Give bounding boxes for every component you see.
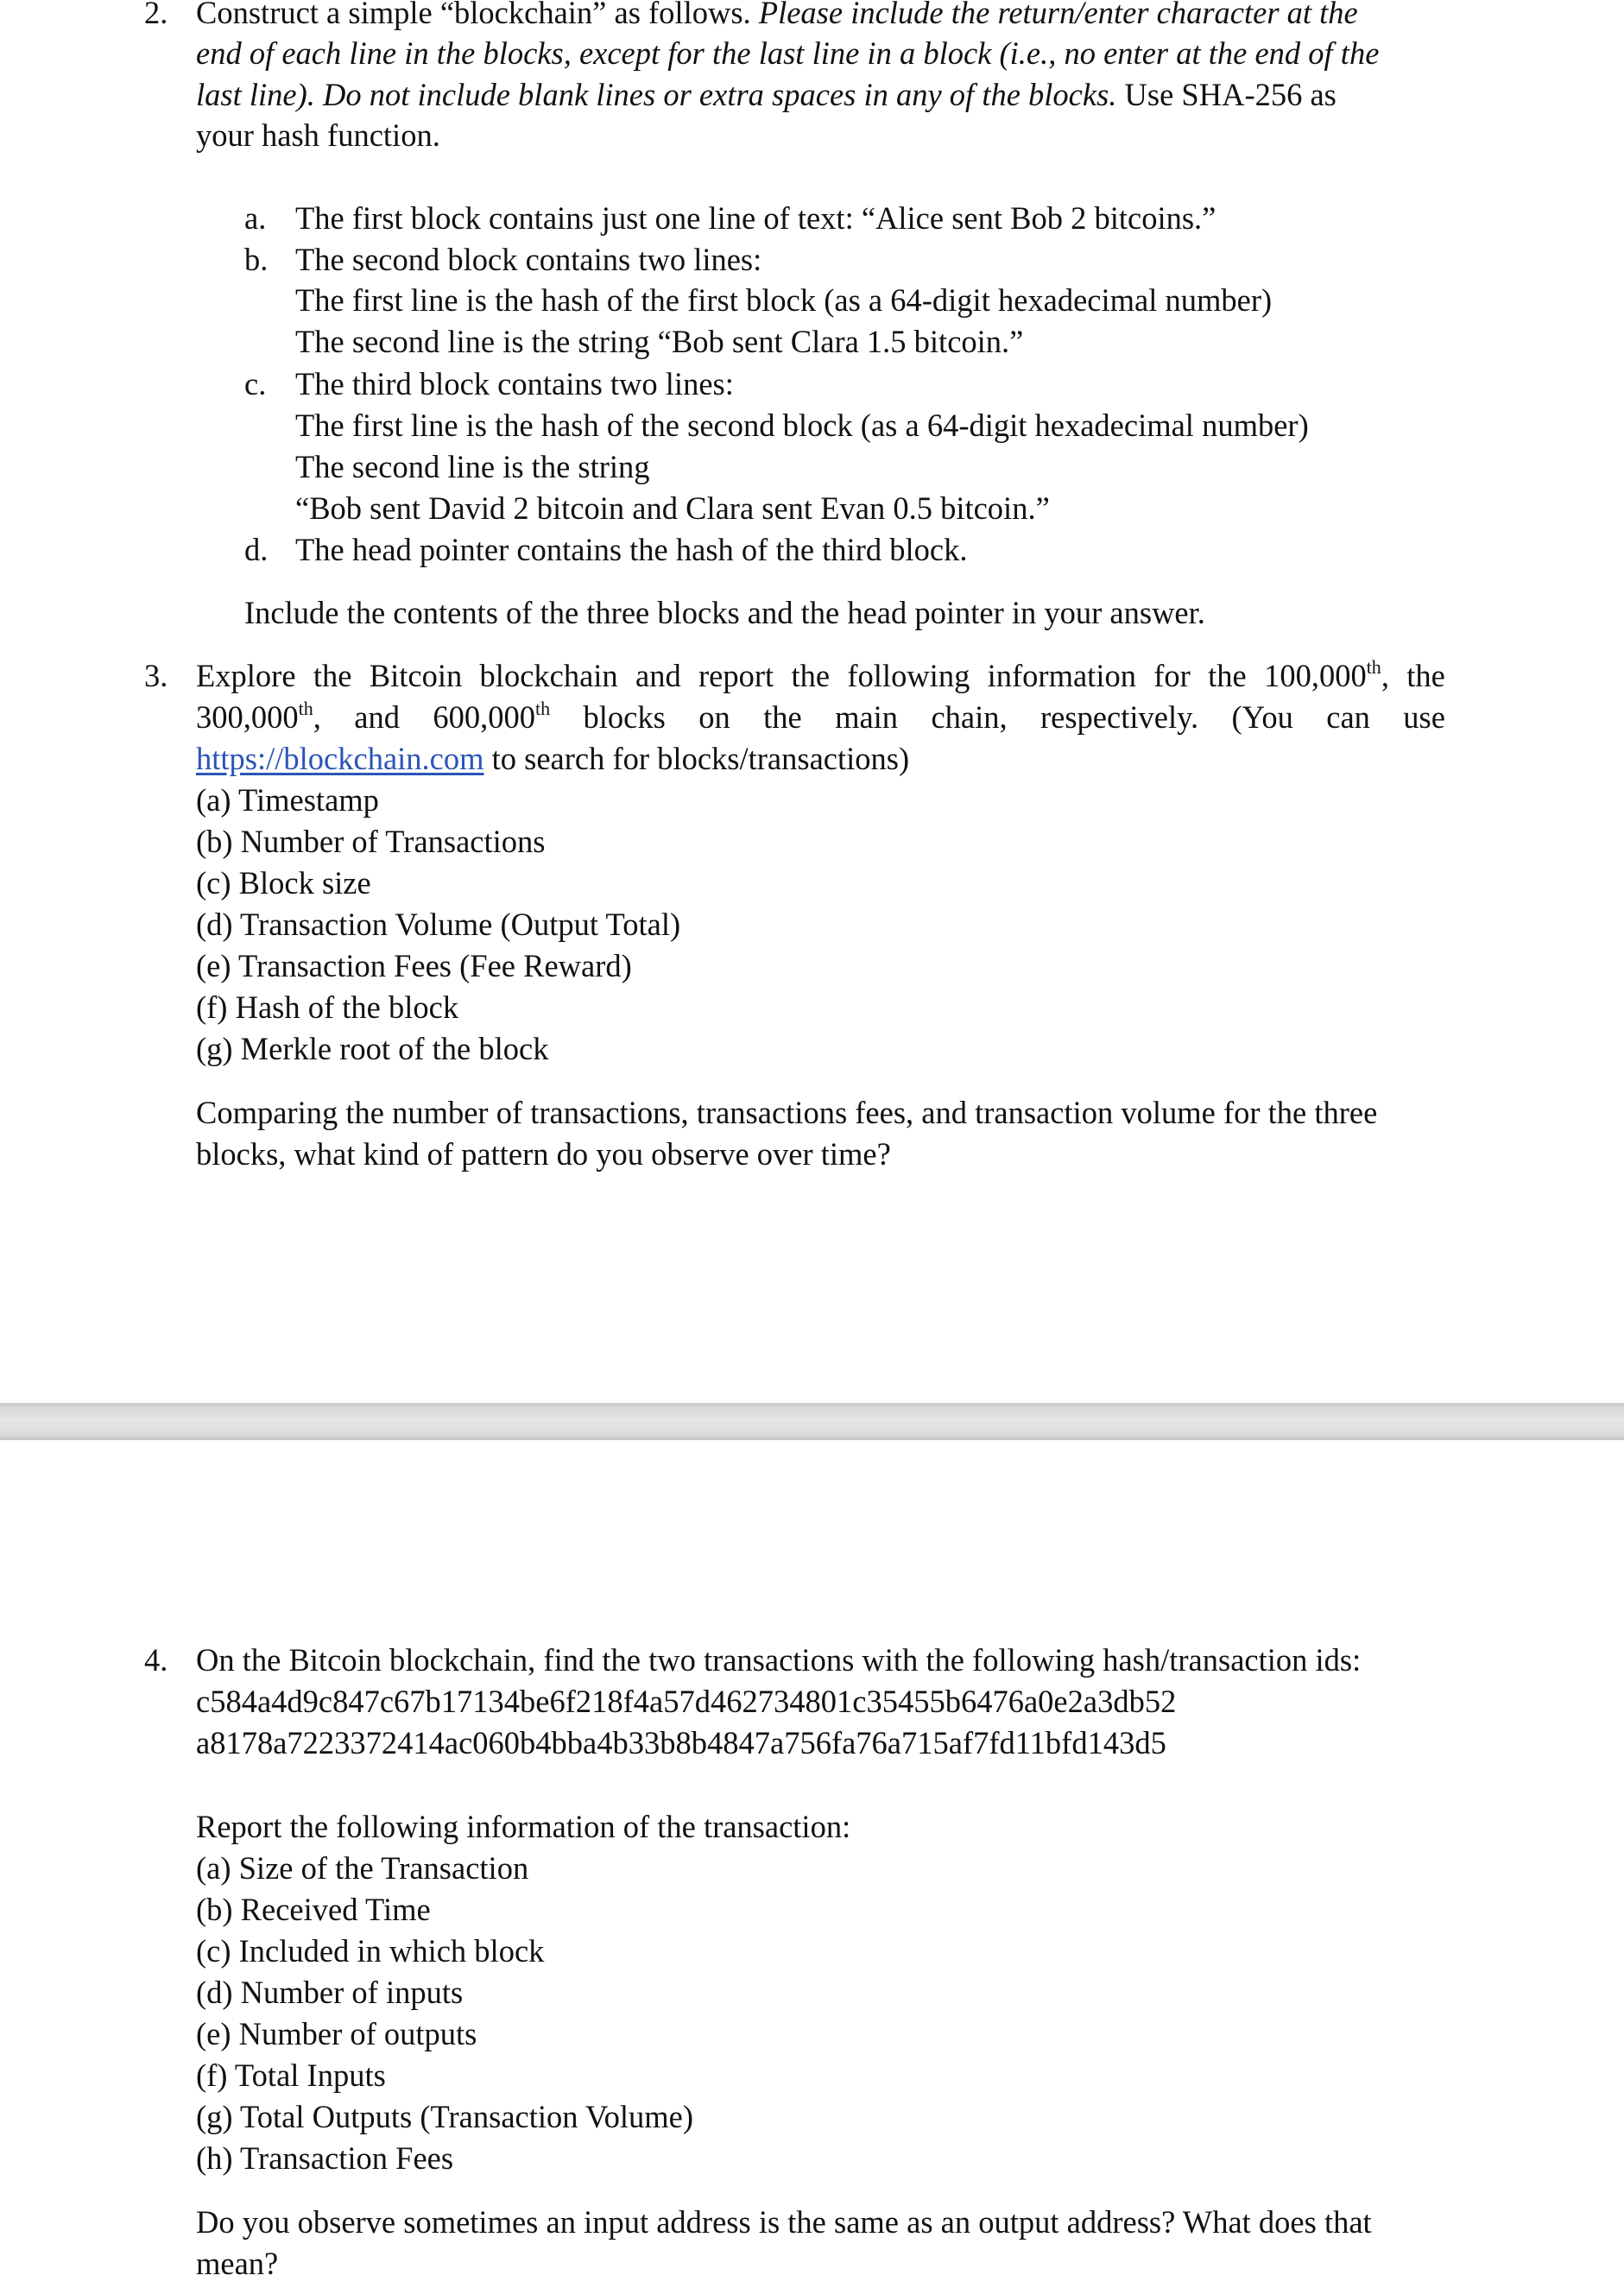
q3-number: 3. bbox=[144, 658, 168, 693]
document-page-2 bbox=[0, 1440, 1624, 2288]
q4-item-c: (c) Included in which block bbox=[196, 1933, 545, 1969]
page-separator bbox=[0, 1403, 1624, 1440]
q3-line-1-w8: following bbox=[847, 658, 970, 693]
q2-line-3-italic: last line). Do not include blank lines or extra spaces in any of the blocks. bbox=[196, 77, 1117, 112]
q3-line-2 bbox=[196, 697, 1445, 738]
q3-line-2-w11: can bbox=[1326, 699, 1370, 735]
q2-item-d-marker: d. bbox=[244, 532, 269, 567]
blockchain-link[interactable]: https://blockchain.com bbox=[196, 741, 484, 776]
q4-item-a: (a) Size of the Transaction bbox=[196, 1850, 529, 1886]
q3-item-g: (g) Merkle root of the block bbox=[196, 1031, 549, 1066]
q2-line-3-plain: Use SHA-256 as bbox=[1124, 77, 1336, 112]
q2-line-2: end of each line in the blocks, except for the last line in a block (i.e., no enter at the end of the bbox=[196, 35, 1380, 71]
q3-line-2-w3: 600,000th bbox=[433, 698, 551, 735]
q4-item-f: (f) Total Inputs bbox=[196, 2057, 386, 2093]
q3-closing-line-1: Comparing the number of transactions, transactions fees, and transaction volume for the three bbox=[196, 1095, 1378, 1130]
q3-line-2-w2: and bbox=[354, 699, 400, 735]
q3-line-2-w9: respectively. bbox=[1040, 699, 1199, 735]
q4-closing-line-1: Do you observe sometimes an input address is the same as an output address? What does that bbox=[196, 2204, 1372, 2240]
q3-item-a: (a) Timestamp bbox=[196, 782, 379, 818]
q4-item-b: (b) Received Time bbox=[196, 1892, 431, 1927]
q3-line-1-w3: Bitcoin bbox=[369, 658, 463, 693]
q3-line-2-w4: blocks bbox=[583, 699, 666, 735]
q3-line-1-w9: information bbox=[987, 658, 1136, 693]
q3-line-1 bbox=[196, 655, 1445, 697]
q2-item-c-marker: c. bbox=[244, 366, 267, 401]
q4-item-d: (d) Number of inputs bbox=[196, 1975, 464, 2010]
q3-line-2-w5: on bbox=[698, 699, 730, 735]
q3-line-2-w1: 300,000th, bbox=[196, 698, 321, 735]
q4-report: Report the following information of the transaction: bbox=[196, 1809, 851, 1844]
q3-line-1-w12: 100,000th, bbox=[1264, 656, 1389, 693]
q4-tx-id-2: a8178a7223372414ac060b4bba4b33b8b4847a756fa76a715af7fd11bfd143d5 bbox=[196, 1725, 1166, 1760]
q3-line-2-w8: chain, bbox=[931, 699, 1008, 735]
q2-item-c-line-3: “Bob sent David 2 bitcoin and Clara sent Evan 0.5 bitcoin.” bbox=[295, 490, 1050, 526]
q2-item-c: The third block contains two lines: bbox=[295, 366, 734, 401]
q3-line-2-w12: use bbox=[1403, 699, 1445, 735]
q2-item-c-line-2: The second line is the string bbox=[295, 449, 650, 484]
q2-item-b-line-1: The first line is the hash of the first block (as a 64-digit hexadecimal number) bbox=[295, 282, 1273, 318]
q3-item-b: (b) Number of Transactions bbox=[196, 824, 546, 859]
q3-item-c: (c) Block size bbox=[196, 865, 371, 901]
q3-line-1-w13: the bbox=[1406, 658, 1445, 693]
q3-line-1-w7: the bbox=[791, 658, 831, 693]
q3-line-1-w4: blockchain bbox=[479, 658, 618, 693]
q3-item-e: (e) Transaction Fees (Fee Reward) bbox=[196, 948, 632, 983]
q3-closing-line-2: blocks, what kind of pattern do you observe over time? bbox=[196, 1136, 891, 1172]
q3-line-1-w2: the bbox=[313, 658, 352, 693]
q4-number: 4. bbox=[144, 1642, 168, 1678]
q2-item-b-marker: b. bbox=[244, 242, 269, 277]
q4-item-e: (e) Number of outputs bbox=[196, 2016, 477, 2051]
q2-line-1-plain: Construct a simple “blockchain” as follows. bbox=[196, 0, 751, 30]
q2-number: 2. bbox=[144, 0, 168, 30]
q2-line-4: your hash function. bbox=[196, 117, 440, 153]
q2-line-1-italic: Please include the return/enter character at the bbox=[758, 0, 1358, 30]
q4-line-1: On the Bitcoin blockchain, find the two transactions with the following hash/transaction ids: bbox=[196, 1642, 1362, 1678]
q2-item-b: The second block contains two lines: bbox=[295, 242, 762, 277]
q3-line-3 bbox=[196, 738, 909, 780]
q3-item-d: (d) Transaction Volume (Output Total) bbox=[196, 907, 681, 942]
q3-line-1-w6: report bbox=[698, 658, 774, 693]
q3-line-2-w7: main bbox=[835, 699, 899, 735]
q2-closing: Include the contents of the three blocks and the head pointer in your answer. bbox=[244, 595, 1205, 630]
q2-line-3 bbox=[196, 74, 1336, 116]
q3-item-f: (f) Hash of the block bbox=[196, 989, 459, 1025]
q3-line-2-w10: (You bbox=[1231, 699, 1293, 735]
q3-line-2-w6: the bbox=[763, 699, 802, 735]
q3-line-3-rest: to search for blocks/transactions) bbox=[491, 741, 910, 776]
q2-item-a-marker: a. bbox=[244, 200, 267, 236]
q3-line-1-w10: for bbox=[1153, 658, 1191, 693]
q2-item-b-line-2: The second line is the string “Bob sent Clara 1.5 bitcoin.” bbox=[295, 324, 1024, 359]
q2-item-a: The first block contains just one line of text: “Alice sent Bob 2 bitcoins.” bbox=[295, 200, 1216, 236]
q4-tx-id-1: c584a4d9c847c67b17134be6f218f4a57d462734801c35455b6476a0e2a3db52 bbox=[196, 1684, 1177, 1719]
q2-item-d: The head pointer contains the hash of the third block. bbox=[295, 532, 968, 567]
q2-line-1 bbox=[196, 0, 1358, 34]
q4-closing-line-2: mean? bbox=[196, 2246, 279, 2281]
q4-item-h: (h) Transaction Fees bbox=[196, 2140, 454, 2176]
q3-line-1-w1: Explore bbox=[196, 658, 296, 693]
q4-item-g: (g) Total Outputs (Transaction Volume) bbox=[196, 2099, 694, 2134]
q2-item-c-line-1: The first line is the hash of the second block (as a 64-digit hexadecimal number) bbox=[295, 408, 1309, 443]
q3-line-1-w5: and bbox=[635, 658, 681, 693]
q3-line-1-w11: the bbox=[1208, 658, 1247, 693]
